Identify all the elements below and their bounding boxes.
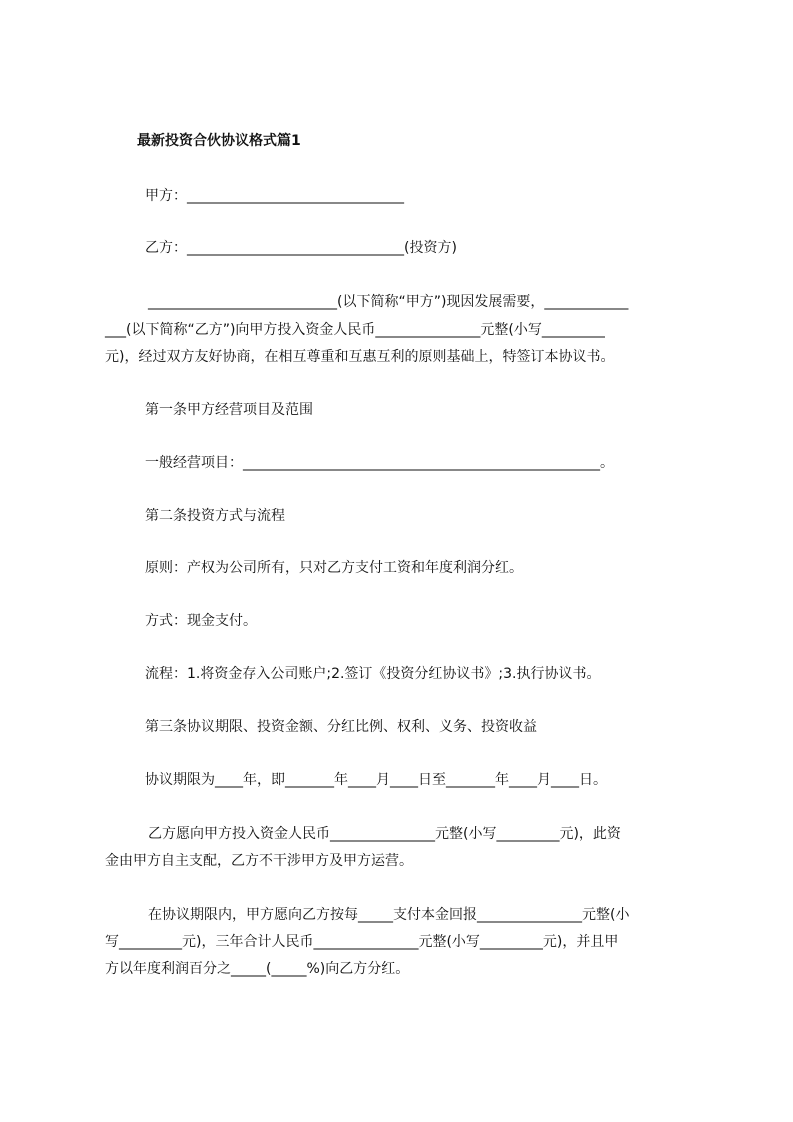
party-a-line: 甲方：_______________________________ <box>145 188 404 204</box>
document-title: 最新投资合伙协议格式篇1 <box>137 133 301 149</box>
article-2-heading: 第二条投资方式与流程 <box>145 508 285 524</box>
term-line: 协议期限为____年，即_______年____月____日至_______年____月____日。 <box>145 772 607 788</box>
investment-line-2: 金由甲方自主支配，乙方不干涉甲方及甲方运营。 <box>105 853 413 869</box>
method-line: 方式：现金支付。 <box>145 613 257 629</box>
process-line: 流程：1.将资金存入公司账户;2.签订《投资分红协议书》;3.执行协议书。 <box>145 666 601 682</box>
principle-line: 原则：产权为公司所有，只对乙方支付工资和年度利润分红。 <box>145 560 523 576</box>
business-scope-line: 一般经营项目：___________________________________________________。 <box>145 455 614 471</box>
intro-line-3: 元)，经过双方友好协商，在相互尊重和互惠互利的原则基础上，特签订本协议书。 <box>105 349 615 365</box>
intro-line-2: ___(以下简称“乙方”)向甲方投入资金人民币_______________元整(小写_________ <box>105 322 605 338</box>
intro-line-1: ___________________________(以下简称“甲方”)现因发展需要，____________ <box>148 294 629 310</box>
party-b-line: 乙方：_______________________________(投资方) <box>145 240 457 256</box>
return-line-2: 写_________元)，三年合计人民币_______________元整(小写_________元)，并且甲 <box>105 934 619 950</box>
article-1-heading: 第一条甲方经营项目及范围 <box>145 402 313 418</box>
article-3-heading: 第三条协议期限、投资金额、分红比例、权利、义务、投资收益 <box>145 719 537 735</box>
return-line-1: 在协议期限内，甲方愿向乙方按每_____支付本金回报_______________元整(小 <box>148 907 630 923</box>
investment-line-1: 乙方愿向甲方投入资金人民币_______________元整(小写_________元)，此资 <box>148 826 621 842</box>
return-line-3: 方以年度利润百分之_____(_____%)向乙方分红。 <box>105 961 410 977</box>
